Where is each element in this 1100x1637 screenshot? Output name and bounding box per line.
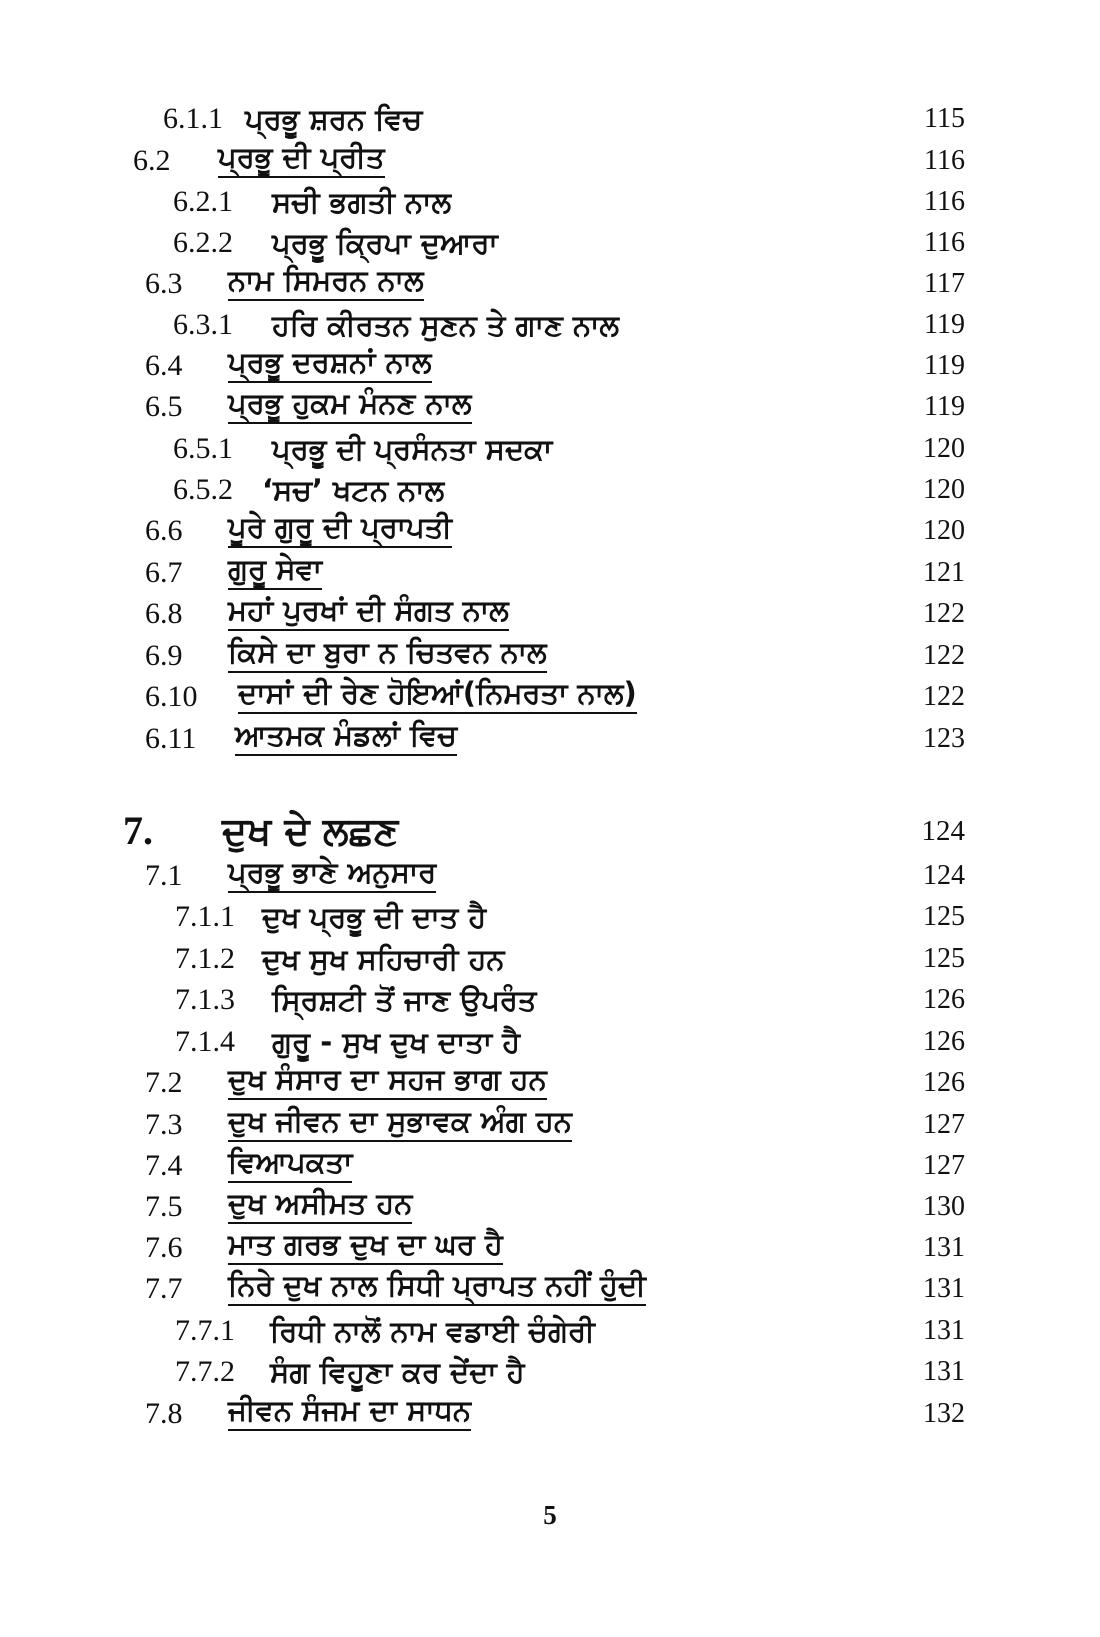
section-number: 7.5 — [145, 1190, 183, 1223]
toc-entry — [0, 552, 1100, 594]
section-title: ਪ੍ਰਭੂ ਦੀ ਪ੍ਰਸੰਨਤਾ ਸਦਕਾ — [272, 432, 553, 466]
page-reference: 130 — [923, 1191, 965, 1222]
toc-entry — [0, 181, 1100, 223]
section-title: ‘ਸਚ’ ਖਟਨ ਨਾਲ — [262, 473, 445, 507]
page-reference: 123 — [923, 723, 965, 754]
section-title: ਰਿਧੀ ਨਾਲੋਂ ਨਾਮ ਵਡਾਈ ਚੰਗੇਰੀ — [270, 1314, 595, 1348]
toc-entry — [0, 1227, 1100, 1269]
page-reference: 116 — [924, 186, 965, 217]
toc-entry — [0, 676, 1100, 718]
toc-entry — [0, 263, 1100, 305]
page-reference: 116 — [924, 145, 965, 176]
chapter-title: ਦੁਖ ਦੇ ਲਛਣ — [222, 809, 399, 853]
toc-entry — [0, 510, 1100, 552]
section-title: ਮਾਤ ਗਰਭ ਦੁਖ ਦਾ ਘਰ ਹੈ — [228, 1227, 503, 1265]
section-number: 6.5.2 — [173, 473, 233, 506]
section-number: 6.7 — [145, 556, 183, 589]
toc-entry — [0, 938, 1100, 980]
section-title: ਪ੍ਰਭੂ ਸ਼ਰਨ ਵਿਚ — [245, 102, 423, 136]
section-title: ਕਿਸੇ ਦਾ ਬੁਰਾ ਨ ਚਿਤਵਨ ਨਾਲ — [228, 635, 547, 673]
section-title: ਪ੍ਰਭੂ ਹੁਕਮ ਮੰਨਣ ਨਾਲ — [228, 386, 472, 424]
toc-entry — [0, 469, 1100, 511]
toc-entry — [0, 718, 1100, 760]
page-reference: 121 — [923, 557, 965, 588]
toc-entry — [0, 98, 1100, 140]
page-reference: 124 — [921, 815, 965, 847]
section-title: ਦੁਖ ਪ੍ਰਭੂ ਦੀ ਦਾਤ ਹੈ — [262, 900, 487, 934]
page-reference: 117 — [924, 268, 965, 299]
page-reference: 122 — [923, 681, 965, 712]
page-reference: 122 — [923, 598, 965, 629]
section-title: ਗੁਰੂ - ਸੁਖ ਦੁਖ ਦਾਤਾ ਹੈ — [272, 1025, 521, 1059]
section-title: ਮਹਾਂ ਪੁਰਖਾਂ ਦੀ ਸੰਗਤ ਨਾਲ — [228, 593, 509, 631]
section-number: 6.8 — [145, 597, 183, 630]
section-title: ਪ੍ਰਭੂ ਭਾਣੇ ਅਨੁਸਾਰ — [228, 855, 436, 893]
toc-entry — [0, 635, 1100, 677]
toc-entry — [0, 345, 1100, 387]
toc-entry — [0, 1186, 1100, 1228]
toc-entry — [0, 1310, 1100, 1352]
page-reference: 119 — [924, 309, 965, 340]
toc-entry — [0, 386, 1100, 428]
page-reference: 127 — [923, 1109, 965, 1140]
page-reference: 120 — [923, 433, 965, 464]
page-reference: 120 — [923, 474, 965, 505]
section-number: 7.7.2 — [175, 1355, 235, 1388]
section-number: 6.9 — [145, 639, 183, 672]
toc-entry — [0, 304, 1100, 346]
section-title: ਨਾਮ ਸਿਮਰਨ ਨਾਲ — [228, 263, 424, 301]
section-number: 6.4 — [145, 349, 183, 382]
section-number: 6.1.1 — [163, 102, 223, 135]
page-reference: 126 — [923, 1067, 965, 1098]
section-title: ਸਚੀ ਭਗਤੀ ਨਾਲ — [272, 185, 452, 219]
section-title: ਦੁਖ ਸੁਖ ਸਹਿਚਾਰੀ ਹਨ — [262, 942, 505, 976]
page-reference: 127 — [923, 1150, 965, 1181]
section-number: 6.2.1 — [173, 185, 233, 218]
page-reference: 131 — [923, 1356, 965, 1387]
section-number: 7.1.1 — [175, 900, 235, 933]
page-reference: 115 — [924, 103, 965, 134]
chapter-number: 7. — [123, 808, 153, 853]
section-number: 6.11 — [145, 722, 197, 755]
section-title: ਸ੍ਰਿਸ਼ਟੀ ਤੋਂ ਜਾਣ ਉਪਰੰਤ — [272, 983, 537, 1017]
toc-entry — [0, 140, 1100, 182]
toc-entry — [0, 222, 1100, 264]
section-title: ਆਤਮਕ ਮੰਡਲਾਂ ਵਿਚ — [235, 718, 457, 756]
section-title: ਗੁਰੂ ਸੇਵਾ — [228, 552, 322, 590]
page-reference: 116 — [924, 227, 965, 258]
page-reference: 120 — [923, 515, 965, 546]
section-title: ਦਾਸਾਂ ਦੀ ਰੇਣ ਹੋਇਆਂ(ਨਿਮਰਤਾ ਨਾਲ) — [238, 676, 637, 714]
toc-chapter-entry — [0, 800, 1100, 852]
page-number: 5 — [543, 1500, 557, 1530]
page-reference: 126 — [923, 1026, 965, 1057]
section-number: 7.1 — [145, 859, 183, 892]
section-number: 7.8 — [145, 1397, 183, 1430]
section-number: 7.3 — [145, 1108, 183, 1141]
page-reference: 119 — [924, 350, 965, 381]
section-number: 6.10 — [145, 680, 198, 713]
section-number: 6.5.1 — [173, 432, 233, 465]
page-reference: 131 — [923, 1315, 965, 1346]
toc-entry — [0, 896, 1100, 938]
section-title: ਪ੍ਰਭੂ ਕ੍ਰਿਪਾ ਦੁਆਰਾ — [272, 226, 498, 260]
toc-entry — [0, 1268, 1100, 1310]
toc-entry — [0, 1062, 1100, 1104]
section-title: ਜੀਵਨ ਸੰਜਮ ਦਾ ਸਾਧਨ — [228, 1393, 471, 1431]
section-number: 7.1.3 — [175, 983, 235, 1016]
section-title: ਵਿਆਪਕਤਾ — [228, 1145, 352, 1183]
page-reference: 131 — [923, 1273, 965, 1304]
section-number: 7.1.4 — [175, 1025, 235, 1058]
section-title: ਪ੍ਰਭੂ ਦੀ ਪ੍ਰੀਤ — [218, 140, 385, 178]
toc-entry — [0, 979, 1100, 1021]
toc-entry — [0, 1021, 1100, 1063]
section-title: ਦੁਖ ਜੀਵਨ ਦਾ ਸੁਭਾਵਕ ਅੰਗ ਹਨ — [228, 1104, 572, 1142]
section-title: ਦੁਖ ਅਸੀਮਤ ਹਨ — [228, 1186, 412, 1224]
section-number: 7.1.2 — [175, 942, 235, 975]
page-reference: 125 — [923, 943, 965, 974]
toc-entry — [0, 1351, 1100, 1393]
toc-entry — [0, 428, 1100, 470]
section-title: ਪ੍ਰਭੂ ਦਰਸ਼ਨਾਂ ਨਾਲ — [228, 345, 432, 383]
section-number: 6.2 — [133, 144, 171, 177]
page-reference: 132 — [923, 1398, 965, 1429]
toc-entry — [0, 1393, 1100, 1435]
page-reference: 131 — [923, 1232, 965, 1263]
section-number: 7.6 — [145, 1231, 183, 1264]
section-title: ਪੂਰੇ ਗੁਰੂ ਦੀ ਪ੍ਰਾਪਤੀ — [228, 510, 452, 548]
page-reference: 125 — [923, 901, 965, 932]
section-number: 6.3 — [145, 267, 183, 300]
section-number: 6.2.2 — [173, 226, 233, 259]
section-title: ਨਿਰੇ ਦੁਖ ਨਾਲ ਸਿਧੀ ਪ੍ਰਾਪਤ ਨਹੀਂ ਹੁੰਦੀ — [228, 1268, 646, 1306]
section-number: 7.4 — [145, 1149, 183, 1182]
toc-entry — [0, 1104, 1100, 1146]
section-number: 7.2 — [145, 1066, 183, 1099]
page-reference: 126 — [923, 984, 965, 1015]
toc-entry — [0, 593, 1100, 635]
toc-entry — [0, 855, 1100, 897]
section-number: 6.6 — [145, 514, 183, 547]
toc-entry — [0, 1145, 1100, 1187]
section-title: ਹਰਿ ਕੀਰਤਨ ਸੁਣਨ ਤੇ ਗਾਣ ਨਾਲ — [272, 308, 620, 342]
section-number: 7.7.1 — [175, 1314, 235, 1347]
page-reference: 122 — [923, 640, 965, 671]
section-number: 6.5 — [145, 390, 183, 423]
section-title: ਦੁਖ ਸੰਸਾਰ ਦਾ ਸਹਜ ਭਾਗ ਹਨ — [228, 1062, 547, 1100]
section-number: 7.7 — [145, 1272, 183, 1305]
page-reference: 124 — [923, 860, 965, 891]
section-title: ਸੰਗ ਵਿਹੂਣਾ ਕਰ ਦੇਂਦਾ ਹੈ — [270, 1355, 525, 1389]
page-reference: 119 — [924, 391, 965, 422]
section-number: 6.3.1 — [173, 308, 233, 341]
